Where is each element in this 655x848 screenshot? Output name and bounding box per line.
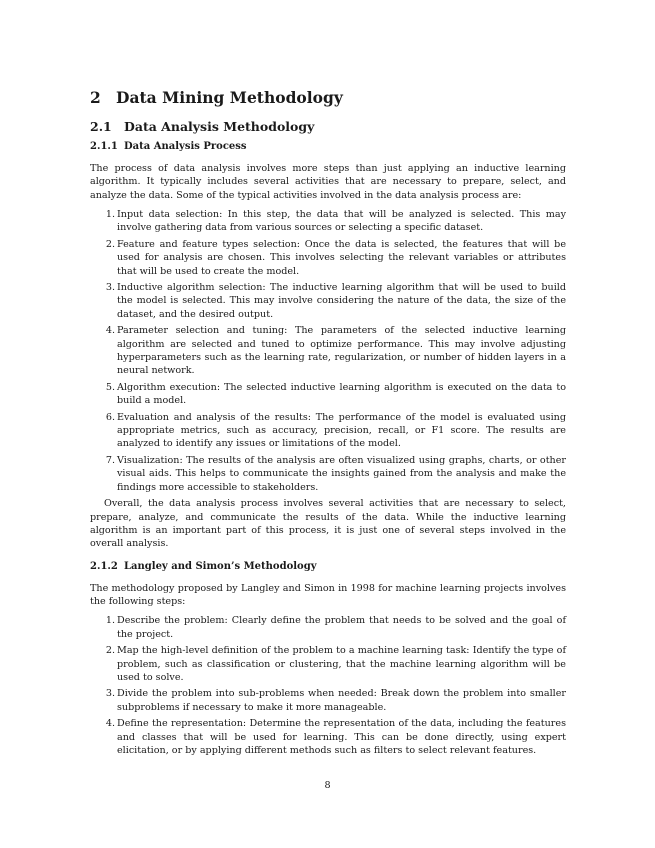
list-marker: 3. bbox=[105, 282, 115, 294]
list-item bbox=[105, 238, 566, 278]
subsection-title: Data Analysis Methodology bbox=[124, 119, 315, 134]
list-item-text: Feature and feature types selection: Once the data is selected, the features that will be used for analysis are chosen. This involves selecting the relevant variables or attributes that will be used to create the model. bbox=[117, 238, 566, 277]
list-item-text: Algorithm execution: The selected inductive learning algorithm is executed on the data to build a model. bbox=[117, 381, 566, 407]
page-content bbox=[90, 86, 566, 760]
list-item-text: Define the representation: Determine the representation of the data, including the features and classes that will be used for learning. This can be done directly, using expert elicitation, or by applying different methods such as filters to select relevant features. bbox=[117, 718, 566, 756]
list-item-text: Parameter selection and tuning: The parameters of the selected inductive learning algorithm are selected and tuned to optimize performance. This may involve adjusting hyperparameters such as the learning rate, regularization, or number of hidden layers in a neural network. bbox=[117, 325, 566, 377]
list-marker: 6. bbox=[105, 411, 115, 423]
list-marker: 1. bbox=[105, 209, 115, 221]
list-marker: 2. bbox=[105, 238, 115, 250]
list-item bbox=[105, 381, 566, 408]
subsection-heading bbox=[90, 118, 566, 136]
list-item bbox=[105, 281, 566, 321]
intro-paragraph: The methodology proposed by Langley and Simon in 1998 for machine learning projects involves the following steps: bbox=[90, 582, 566, 607]
subsubsection-number: 2.1.1 bbox=[90, 141, 118, 152]
list-marker: 3. bbox=[105, 688, 115, 700]
list-item bbox=[105, 324, 566, 377]
subsection-number: 2.1 bbox=[90, 119, 112, 134]
section-title: Data Mining Methodology bbox=[116, 88, 343, 107]
steps-list bbox=[90, 614, 566, 757]
subsubsection-number: 2.1.2 bbox=[90, 560, 118, 572]
list-marker: 4. bbox=[105, 718, 115, 730]
list-item bbox=[105, 454, 566, 494]
subsubsection-title: Langley and Simon’s Methodology bbox=[124, 560, 317, 572]
list-item-text: Divide the problem into sub-problems when needed: Break down the problem into smaller subproblems if necessary to make it more manageable. bbox=[117, 688, 566, 713]
list-item-text: Describe the problem: Clearly define the problem that needs to be solved and the goal of the project. bbox=[117, 615, 566, 640]
conclusion-paragraph: Overall, the data analysis process involves several activities that are necessary to select, prepare, analyze, and communicate the results of the data. While the inductive learning algorithm is an important part of this process, it is just one of several steps involved in the overall analysis. bbox=[90, 498, 566, 550]
list-marker: 1. bbox=[105, 615, 115, 627]
section-number: 2 bbox=[90, 88, 101, 107]
list-marker: 2. bbox=[105, 645, 115, 657]
subsubsection-heading-langley-simon bbox=[90, 559, 566, 575]
activities-list bbox=[90, 208, 566, 494]
intro-paragraph: The process of data analysis involves more steps than just applying an inductive learning algorithm. It typically includes several activities that are necessary to prepare, select, and analyze the data. Some of the typical activities involved in the data analysis process are: bbox=[90, 163, 566, 201]
list-marker: 7. bbox=[105, 455, 115, 466]
list-item bbox=[105, 614, 566, 641]
list-item bbox=[105, 644, 566, 684]
list-item-text: Inductive algorithm selection: The inductive learning algorithm that will be used to build the model is selected. This may involve considering the nature of the data, the size of the dataset, and the desired output. bbox=[117, 282, 566, 320]
subsubsection-heading-data-analysis-process bbox=[90, 139, 566, 155]
list-item bbox=[105, 411, 566, 451]
list-item-text: Input data selection: In this step, the data that will be analyzed is selected. This may involve gathering data from various sources or selecting a specific dataset. bbox=[117, 209, 566, 234]
list-item bbox=[105, 717, 566, 757]
subsubsection-title: Data Analysis Process bbox=[124, 141, 247, 152]
list-item-text: Evaluation and analysis of the results: The performance of the model is evaluated using appropriate metrics, such as accuracy, precision, recall, or F1 score. The results are analyzed to identify any issues or limitations of the model. bbox=[117, 411, 566, 450]
list-marker: 5. bbox=[105, 381, 115, 393]
page-number: 8 bbox=[324, 780, 331, 791]
list-item bbox=[105, 208, 566, 235]
list-item bbox=[105, 687, 566, 714]
list-item-text: Map the high-level definition of the problem to a machine learning task: Identify the type of problem, such as classification or clustering, that the machine learning algorithm will be used to solve. bbox=[117, 645, 566, 683]
section-heading bbox=[90, 86, 566, 110]
list-marker: 4. bbox=[105, 325, 115, 337]
list-item-text: Visualization: The results of the analysis are often visualized using graphs, charts, or other visual aids. This helps to communicate the insights gained from the analysis and make the findings more accessible to stakeholders. bbox=[117, 455, 566, 493]
